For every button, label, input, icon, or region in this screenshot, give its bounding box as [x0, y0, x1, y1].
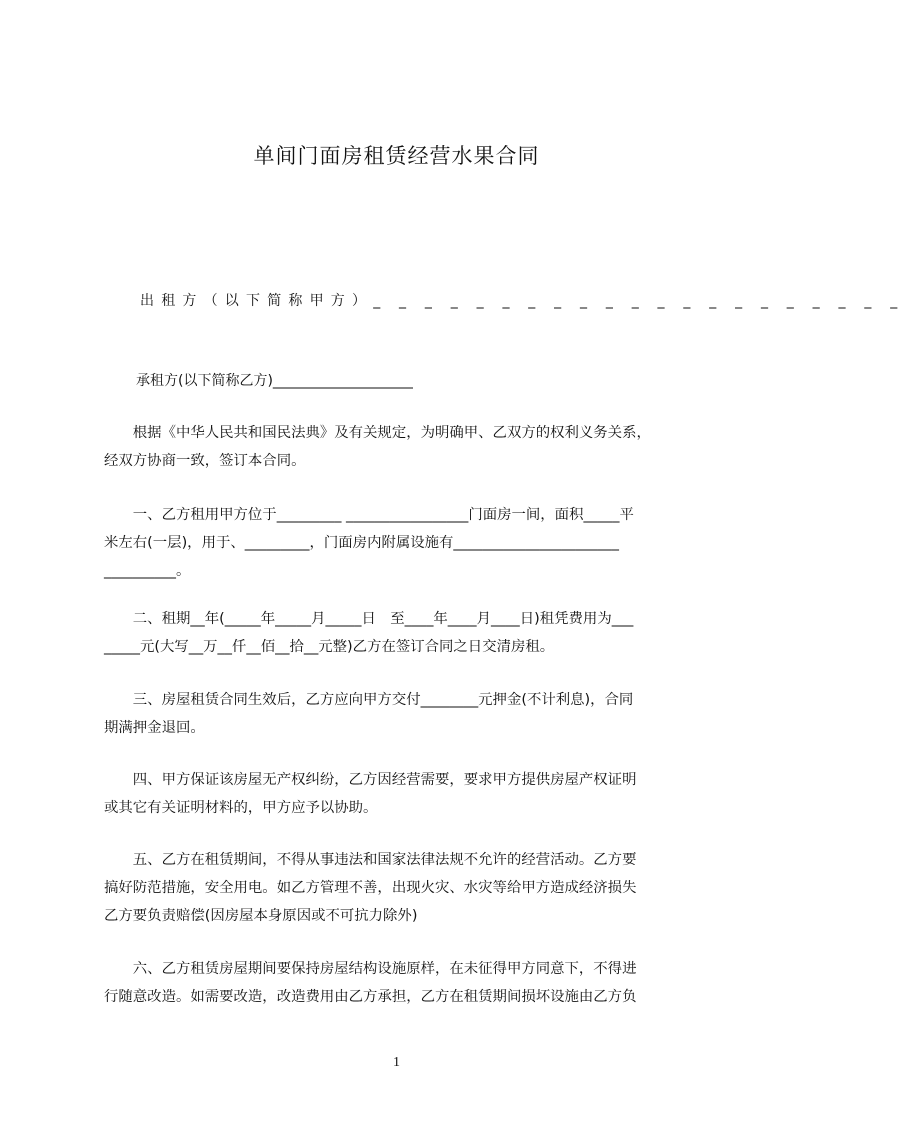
paragraph-preamble — [104, 419, 704, 475]
clause-6 — [104, 955, 704, 1011]
text-line: 搞好防范措施，安全用电。如乙方管理不善，出现火灾、水灾等给甲方造成经济损失 — [104, 880, 637, 896]
text-line: 经双方协商一致，签订本合同。 — [104, 453, 306, 469]
text-line: 一、乙方租用甲方位于_________ _________________门面房一间，面积_____平 — [104, 507, 634, 523]
clause-1 — [104, 501, 704, 585]
document-title: 单间门面房租赁经营水果合同 — [253, 144, 540, 168]
text-line: 四、甲方保证该房屋无产权纠纷，乙方因经营需要，要求甲方提供房屋产权证明 — [104, 772, 637, 788]
text-line: __________。 — [104, 563, 191, 579]
page-number: 1 — [393, 1055, 400, 1070]
clause-3 — [104, 686, 704, 742]
text-line: 五、乙方在租赁期间，不得从事违法和国家法律法规不允许的经营活动。乙方要 — [104, 852, 637, 868]
text-line: _____元(大写__万__仟__佰__拾__元整)乙方在签订合同之日交清房租。 — [104, 639, 555, 655]
text-line: 六、乙方租赁房屋期间要保持房屋结构设施原样，在未征得甲方同意下，不得进 — [104, 961, 637, 977]
lessee-line: 承租方(以下简称乙方)____________________ — [136, 373, 413, 389]
clause-4 — [104, 766, 704, 822]
clause-5 — [104, 846, 704, 930]
lessor-line: 出租方（以下简称甲方）_ _ _ _ _ _ _ _ _ _ _ _ _ _ _ _ _ _ _ _ _ — [140, 293, 904, 309]
text-line: 行随意改造。如需要改造，改造费用由乙方承担，乙方在租赁期间损坏设施由乙方负 — [104, 989, 637, 1005]
text-line: 乙方要负责赔偿(因房屋本身原因或不可抗力除外) — [104, 908, 418, 924]
clause-2 — [104, 605, 704, 661]
text-line: 三、房屋租赁合同生效后，乙方应向甲方交付________元押金(不计利息)，合同 — [104, 692, 634, 708]
text-line: 米左右(一层)，用于、_________，门面房内附属设施有_______________________ — [104, 535, 619, 551]
text-line: 根据《中华人民共和国民法典》及有关规定，为明确甲、乙双方的权利义务关系， — [104, 425, 651, 441]
text-line: 或其它有关证明材料的，甲方应予以协助。 — [104, 800, 378, 816]
text-line: 期满押金退回。 — [104, 720, 205, 736]
text-line: 二、租期__年(_____年_____月_____日 至____年____月____日)租凭费用为___ — [104, 611, 634, 627]
